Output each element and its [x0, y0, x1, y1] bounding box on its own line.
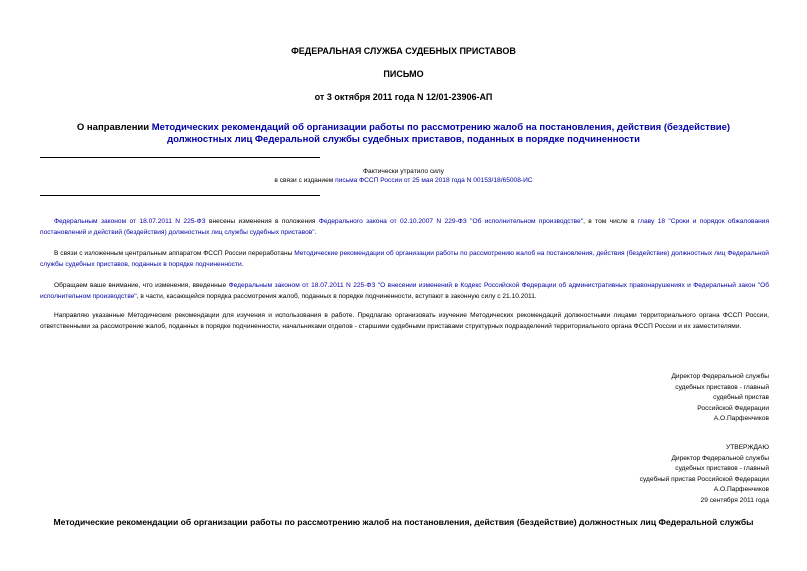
p1-link-229fz[interactable]: Федерального закона от 02.10.2007 N 229-ФЗ "Об исполнительном производстве"	[318, 218, 584, 225]
recommendations-heading: Методические рекомендации об организации работы по рассмотрению жалоб на постановления, действия (бездействие) должностных лиц Федеральной службы	[53, 517, 754, 527]
approval-line: 29 сентября 2011 года	[700, 496, 769, 504]
approval-line: А.О.Парфенчиков	[713, 486, 769, 493]
status-note	[180, 167, 627, 185]
status-link[interactable]: письма ФССП России от 25 мая 2018 года N 00153/18/65008-ИС	[335, 177, 533, 184]
paragraph-3	[40, 280, 769, 302]
p2-text-2: .	[241, 261, 244, 268]
date-number: от 3 октября 2011 года N 12/01-23906-АП	[314, 92, 493, 102]
p2-text-1: В связи с изложенным центральным аппаратом ФССП России переработаны	[54, 250, 295, 257]
signature-line: Российской Федерации	[697, 404, 769, 412]
paragraph-4	[40, 310, 769, 332]
approval-line: УТВЕРЖДАЮ	[726, 444, 769, 451]
p3-text-1: Обращаем ваше внимание, что изменения, введенные	[54, 282, 229, 289]
divider-bottom	[40, 195, 320, 196]
p1-link-chapter18[interactable]: главу 18 "Сроки и порядок обжалования постановлений и действий (бездействия) должностных лиц службы судебных приставов"	[40, 218, 770, 236]
approval-line: судебный пристав Российской Федерации	[639, 475, 769, 483]
p4-text-1: Направляю указанные Методические рекомендации для изучения и использования в работе. Предлагаю организовать изучение Методических рекомендаций должностными лицами территориального органа ФССП России, ответственными за рассмотрение жалоб, поданных в порядке подчиненности, начальниками отделов - старшими судебными приставами структурных подразделений территориального органа ФССП России и их заместителями.	[40, 312, 769, 330]
title-link[interactable]: Методических рекомендаций об организации работы по рассмотрению жалоб на постановления, действия (бездействие) должностных лиц Федеральной службы судебных приставов, поданных в порядке подчиненности	[151, 122, 731, 145]
status-prefix: в связи с изданием	[274, 177, 336, 184]
signature-block	[569, 372, 769, 425]
document-title	[60, 122, 747, 146]
signature-line: А.О.Парфенчиков	[713, 415, 769, 422]
paragraph-2	[40, 248, 769, 270]
title-prefix: О направлении	[76, 122, 152, 133]
paragraph-1	[40, 216, 769, 238]
approval-line: судебных приставов - главный	[675, 465, 769, 472]
document-type: ПИСЬМО	[383, 69, 424, 79]
p1-text-1: внесены изменения в положения	[205, 218, 319, 225]
p1-text-3: .	[314, 229, 317, 236]
divider-top	[40, 157, 320, 158]
approval-line: Директор Федеральной службы	[671, 454, 769, 462]
signature-line: судебных приставов - главный	[675, 383, 769, 391]
p3-text-2: , в части, касающейся порядка рассмотрения жалоб, поданных в порядке подчиненности, вступают в законную силу с 21.10.2011.	[136, 293, 537, 300]
p1-text-2: , в том числе в	[583, 218, 638, 225]
approval-block	[569, 443, 769, 506]
p1-link-225fz[interactable]: Федеральным законом от 18.07.2011 N 225-ФЗ	[54, 218, 206, 225]
status-line-1: Фактически утратило силу	[363, 168, 444, 175]
signature-line: Директор Федеральной службы	[671, 373, 769, 380]
status-line-2	[180, 176, 627, 185]
p3-link-225fz[interactable]: Федеральным законом от 18.07.2011 N 225-ФЗ "О внесении изменений в Кодекс Российской Федерации об административных правонарушениях и Федеральный закон "Об исполнительном производстве"	[40, 282, 770, 300]
agency-heading: ФЕДЕРАЛЬНАЯ СЛУЖБА СУДЕБНЫХ ПРИСТАВОВ	[291, 46, 516, 56]
p2-link-recommendations[interactable]: Методические рекомендации об организации работы по рассмотрению жалоб на постановления, действия (бездействие) должностных лиц Федеральной службы судебных приставов, поданных в порядке подчиненности	[40, 250, 769, 268]
signature-line: судебный пристав	[713, 394, 769, 401]
